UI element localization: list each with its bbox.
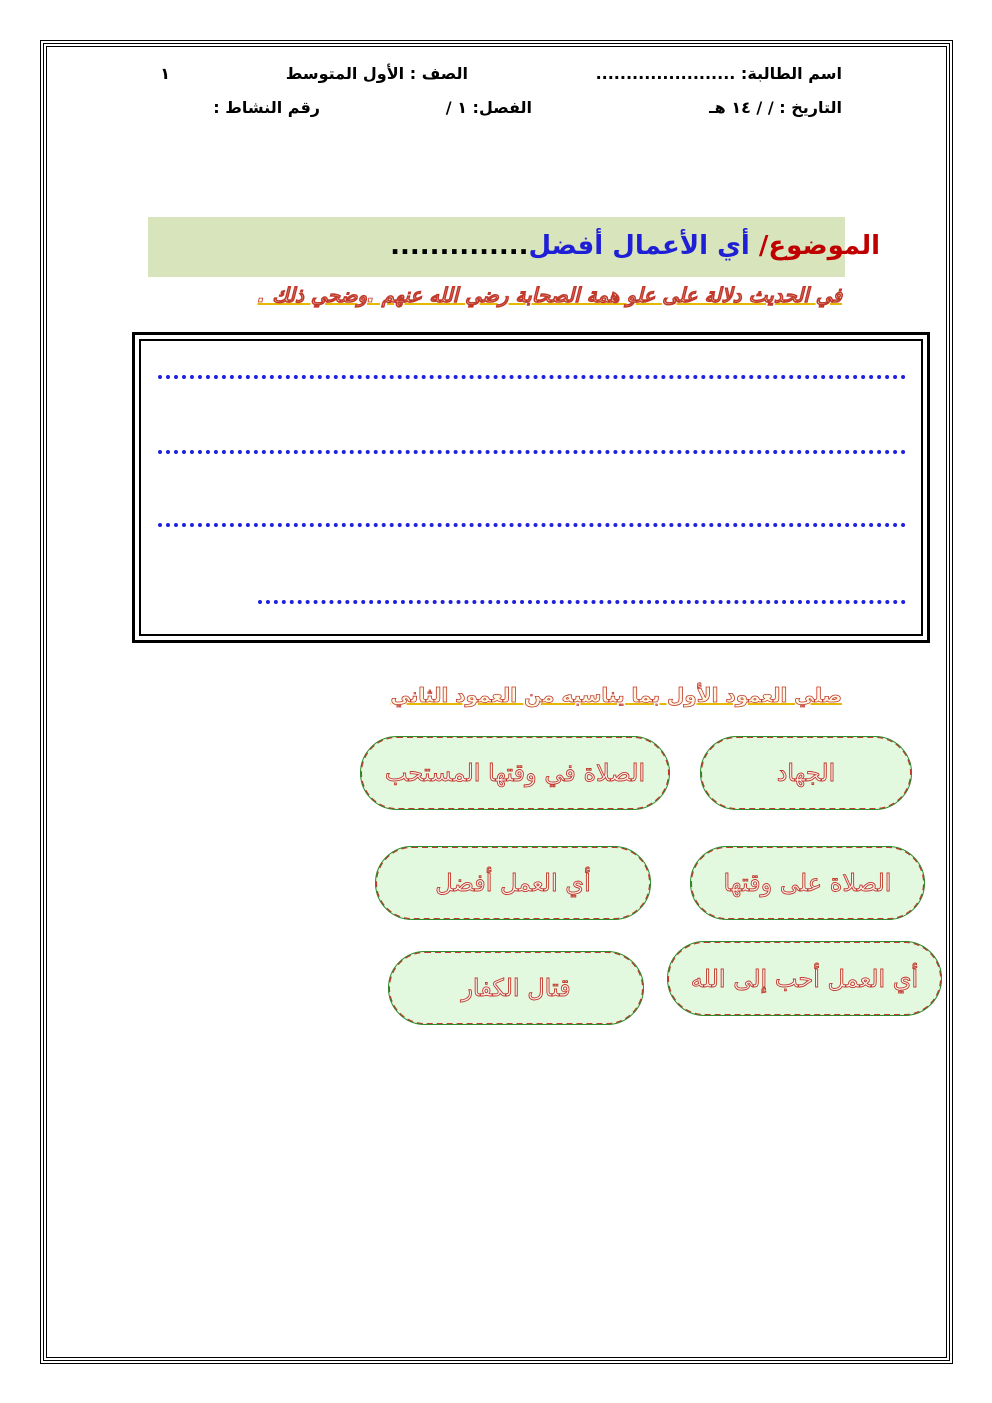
matching-instruction: صلي العمود الأول بما يناسبه من العمود الثاني — [390, 683, 842, 707]
match-right-item-2[interactable] — [690, 846, 925, 920]
match-right-label-1: الجهاد — [776, 759, 836, 787]
answer-line-3[interactable] — [158, 523, 906, 527]
match-right-item-1[interactable] — [700, 736, 912, 810]
answer-box-inner — [139, 339, 923, 636]
activity-number-label: رقم النشاط : — [213, 98, 320, 117]
answer-line-2[interactable] — [158, 450, 906, 454]
student-name-field[interactable]: اسم الطالبة: ....................... — [595, 64, 842, 83]
match-right-label-3: أي العمل أحب إلى الله — [690, 964, 919, 993]
match-left-item-2[interactable] — [375, 846, 651, 920]
topic-title — [390, 226, 880, 266]
question-instruction: في الحديث دلالة على علو همة الصحابة رضي الله عنهم .وضحي ذلك . — [257, 283, 842, 307]
answer-line-1[interactable] — [158, 375, 906, 379]
match-left-item-3[interactable] — [388, 951, 644, 1025]
match-left-label-2: أي العمل أفضل — [435, 869, 591, 897]
semester-label: الفصل: ١ / — [445, 98, 532, 117]
topic-value: أي الأعمال أفضل — [528, 231, 759, 261]
grade-label: الصف : الأول المتوسط — [285, 64, 468, 83]
topic-dots: .............. — [390, 231, 529, 261]
topic-label: الموضوع/ — [758, 231, 880, 261]
answer-line-4[interactable] — [258, 600, 906, 604]
match-right-label-2: الصلاة على وقتها — [723, 869, 892, 897]
match-right-item-3[interactable] — [667, 941, 942, 1016]
date-field: التاريخ : / / ١٤ هـ — [709, 98, 842, 117]
grade-number: ١ — [160, 64, 170, 83]
match-left-item-1[interactable] — [360, 736, 670, 810]
match-left-label-3: قتال الكفار — [461, 974, 571, 1002]
match-left-label-1: الصلاة في وقتها المستحب — [384, 759, 646, 787]
